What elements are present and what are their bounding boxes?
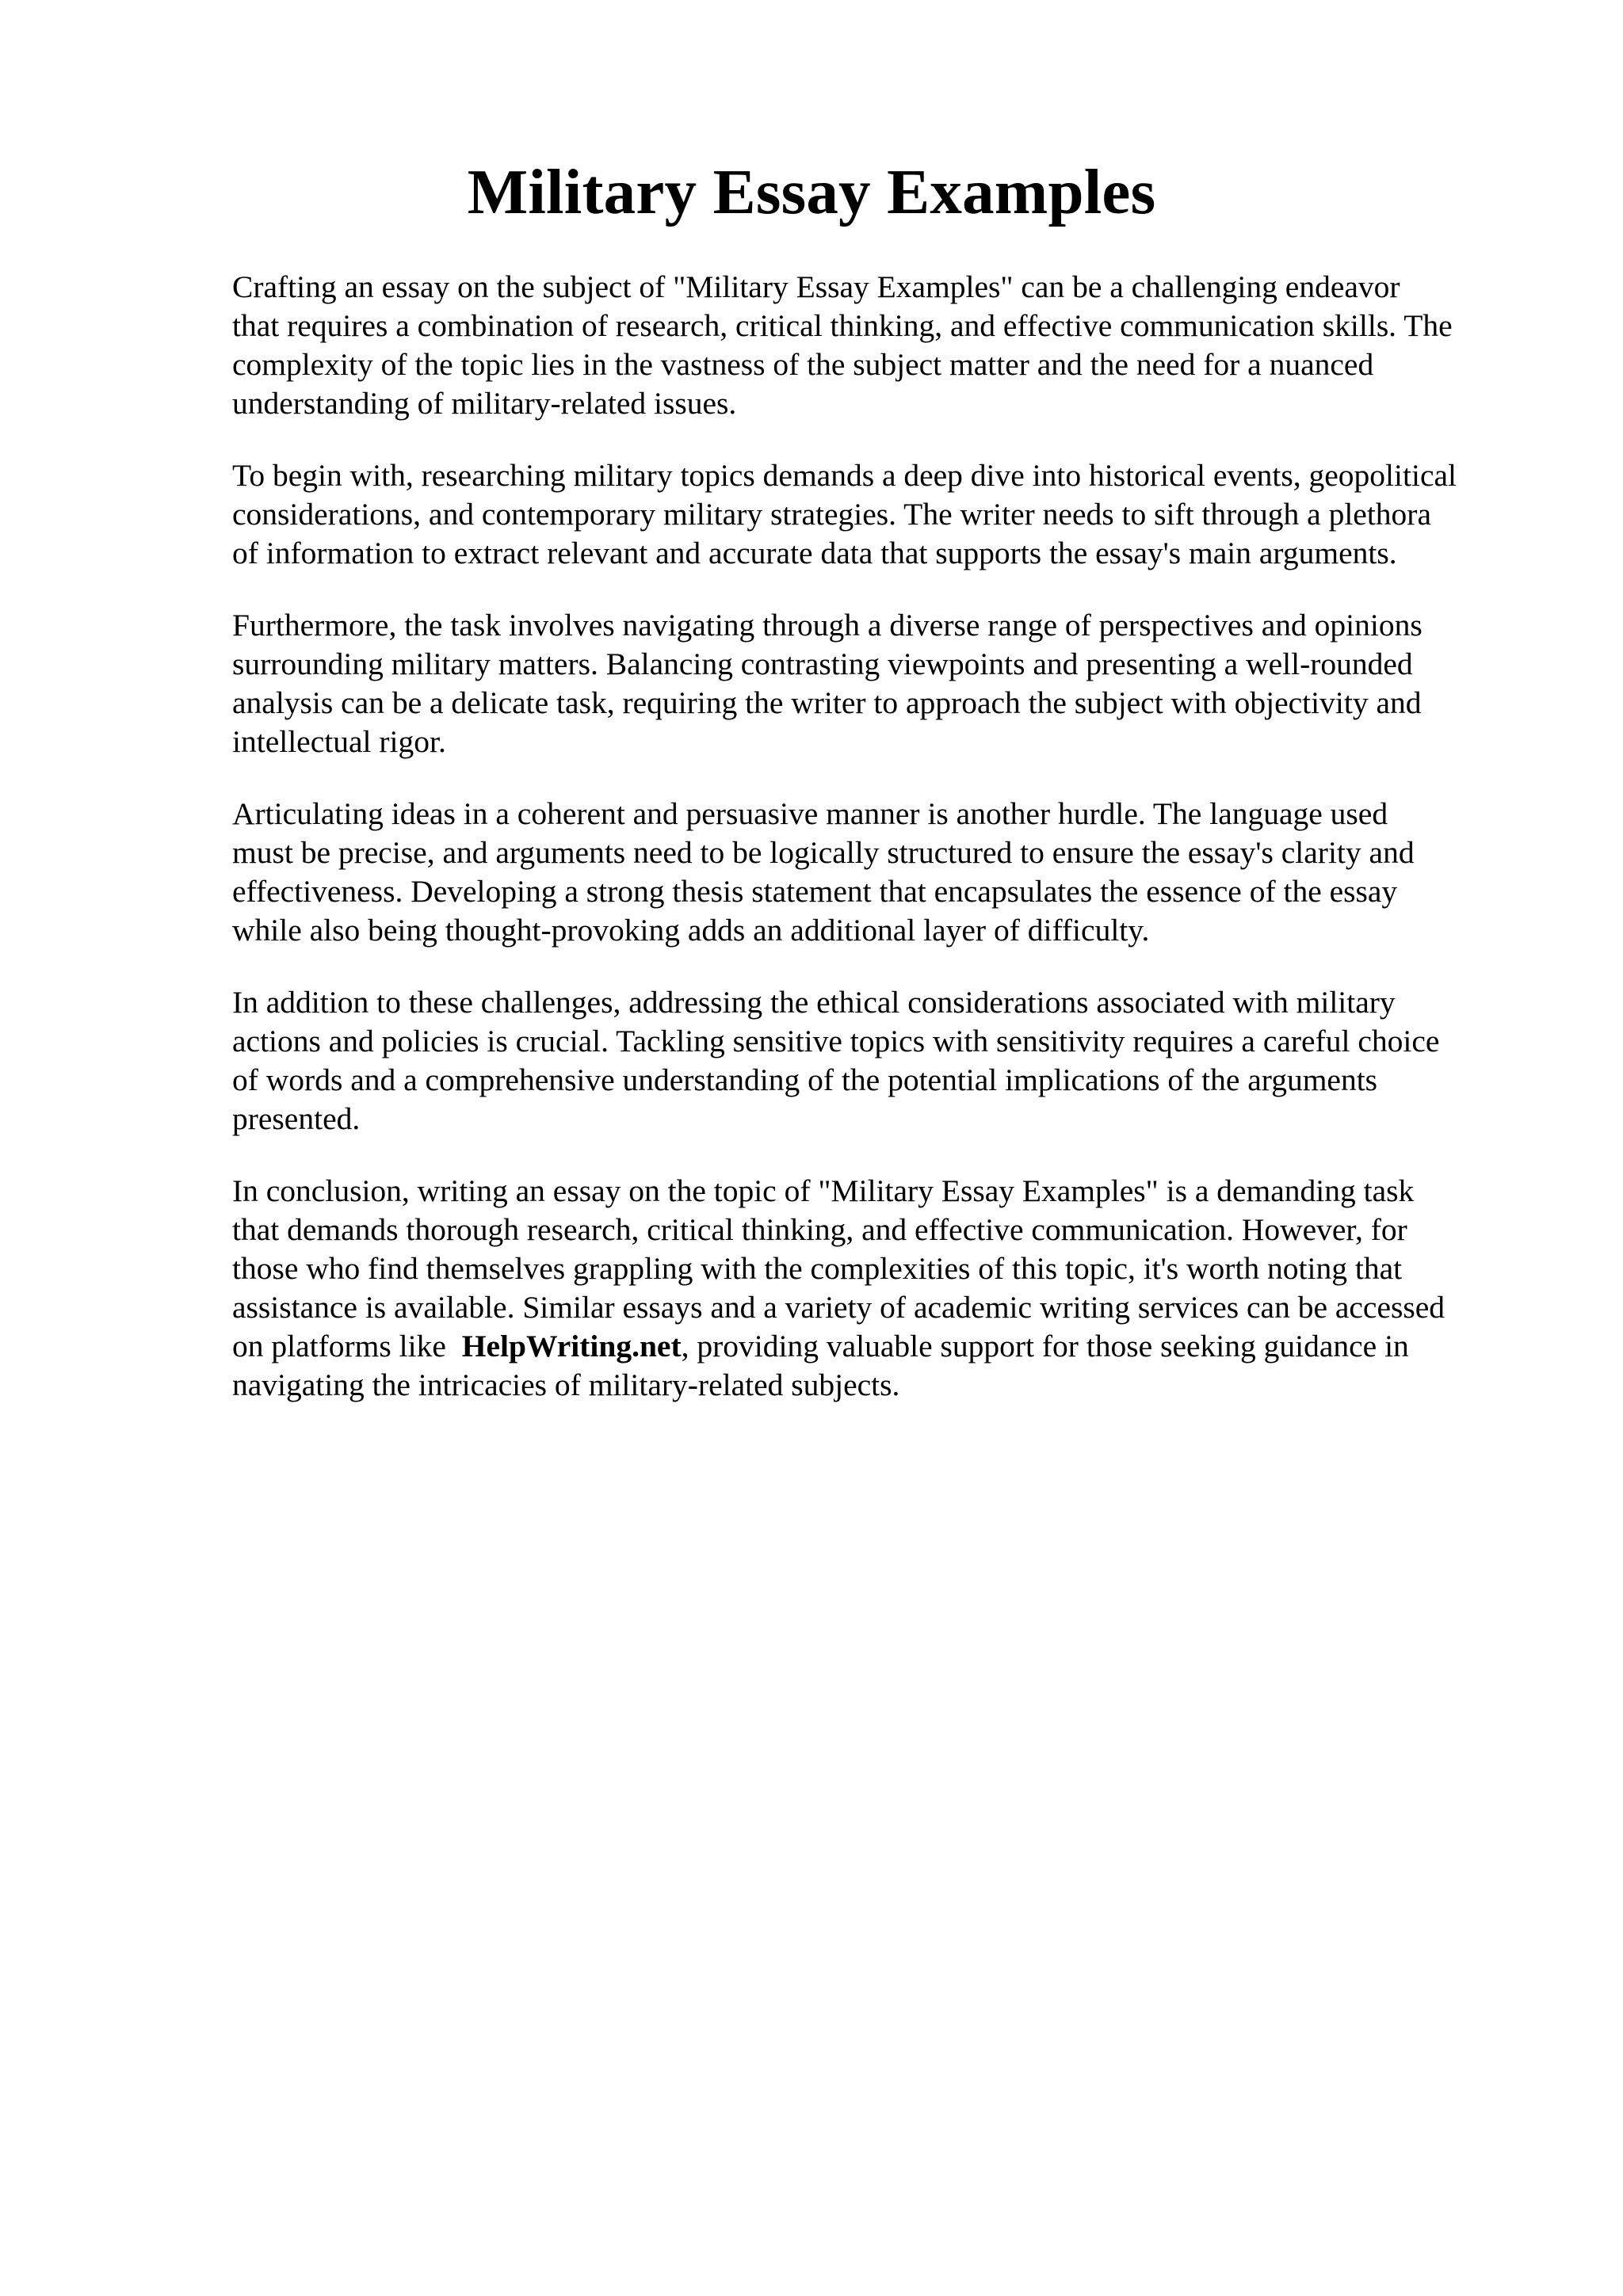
- paragraph-6: [232, 1172, 1532, 1405]
- text-line: Articulating ideas in a coherent and persuasive manner is another hurdle. The language used: [232, 796, 1388, 831]
- paragraph-5: [232, 983, 1532, 1138]
- text-line: presented.: [232, 1101, 361, 1136]
- text-line-with-link: [232, 1327, 1532, 1366]
- text-line: intellectual rigor.: [232, 724, 446, 759]
- helpwriting-link[interactable]: HelpWriting.net: [461, 1329, 682, 1363]
- paragraph-2: [232, 456, 1532, 573]
- paragraph-3: [232, 606, 1532, 761]
- text-line: assistance is available. Similar essays and a variety of academic writing services can be accessed: [232, 1290, 1445, 1325]
- text-line: analysis can be a delicate task, requiring the writer to approach the subject with objectivity and: [232, 685, 1422, 720]
- text-line: surrounding military matters. Balancing contrasting viewpoints and presenting a well-rounded: [232, 646, 1413, 681]
- text-line: In addition to these challenges, addressing the ethical considerations associated with military: [232, 985, 1396, 1020]
- text-line: of information to extract relevant and accurate data that supports the essay's main arguments.: [232, 536, 1397, 570]
- document-body: [232, 268, 1532, 1438]
- text-line: complexity of the topic lies in the vastness of the subject matter and the need for a nuanced: [232, 347, 1374, 382]
- text-line: must be precise, and arguments need to be logically structured to ensure the essay's clarity and: [232, 835, 1415, 870]
- text-line: Crafting an essay on the subject of "Military Essay Examples" can be a challenging endeavor: [232, 269, 1400, 304]
- text-line: actions and policies is crucial. Tackling sensitive topics with sensitivity requires a careful choice: [232, 1024, 1440, 1058]
- paragraph-1: [232, 268, 1532, 423]
- text-line: Furthermore, the task involves navigating through a diverse range of perspectives and opinions: [232, 608, 1423, 643]
- text-line: To begin with, researching military topics demands a deep dive into historical events, geopolitical: [232, 458, 1457, 493]
- text-line: In conclusion, writing an essay on the topic of "Military Essay Examples" is a demanding task: [232, 1173, 1415, 1208]
- text-line: considerations, and contemporary military strategies. The writer needs to sift through a plethora: [232, 497, 1431, 532]
- text-line: that requires a combination of research, critical thinking, and effective communication skills. The: [232, 308, 1453, 343]
- text-line: effectiveness. Developing a strong thesis statement that encapsulates the essence of the essay: [232, 874, 1398, 909]
- text-line: while also being thought-provoking adds an additional layer of difficulty.: [232, 913, 1150, 948]
- text-line: understanding of military-related issues.: [232, 386, 737, 421]
- link-line-suffix: , providing valuable support for those seeking guidance in: [681, 1329, 1409, 1363]
- paragraph-4: [232, 795, 1532, 950]
- text-line: navigating the intricacies of military-related subjects.: [232, 1367, 900, 1402]
- link-line-prefix: on platforms like: [232, 1329, 446, 1363]
- text-line: those who find themselves grappling with the complexities of this topic, it's worth noting that: [232, 1251, 1403, 1286]
- text-line: of words and a comprehensive understanding of the potential implications of the arguments: [232, 1062, 1378, 1097]
- text-line: that demands thorough research, critical thinking, and effective communication. However, for: [232, 1212, 1407, 1247]
- document-title: Military Essay Examples: [467, 156, 1156, 227]
